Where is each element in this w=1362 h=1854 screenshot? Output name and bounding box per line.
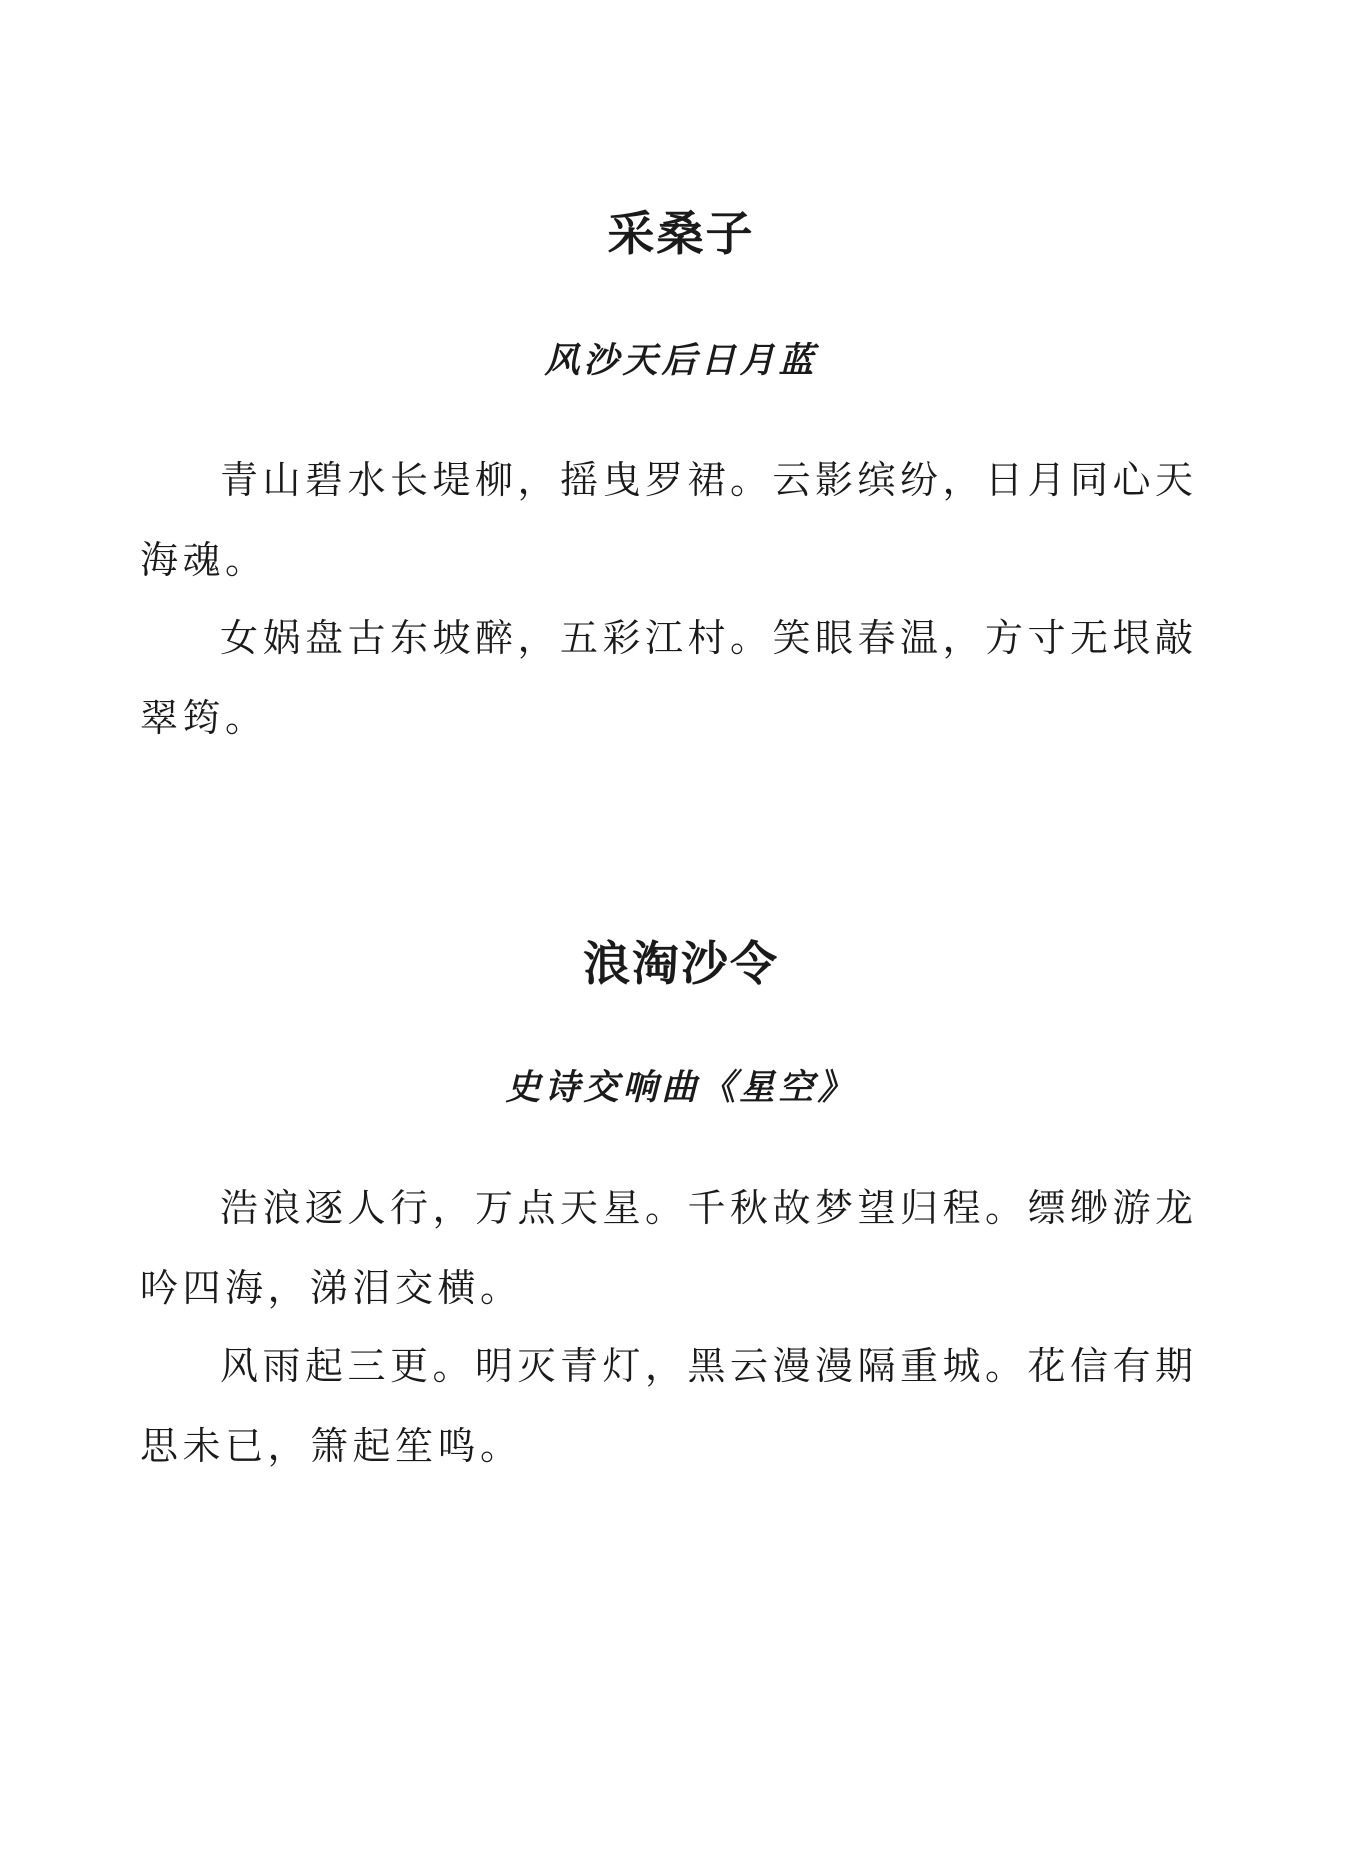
- poem-stanza: 浩浪逐人行，万点天星。千秋故梦望归程。缥缈游龙吟四海，涕泪交横。: [140, 1186, 1198, 1310]
- poem-subtitle: 史诗交响曲《星空》: [505, 1067, 857, 1108]
- poem-stanza: 女娲盘古东坡醉，五彩江村。笑眼春温，方寸无垠敲翠筠。: [140, 616, 1198, 740]
- poem-subtitle: 风沙天后日月蓝: [544, 340, 818, 381]
- poem-stanza: 风雨起三更。明灭青灯，黑云漫漫隔重城。花信有期思未已，箫起笙鸣。: [140, 1344, 1198, 1468]
- poem-stanza: 青山碧水长堤柳，摇曳罗裙。云影缤纷，日月同心天海魂。: [140, 458, 1198, 582]
- poem-title: 采桑子: [607, 207, 755, 262]
- poem-title: 浪淘沙令: [583, 937, 779, 992]
